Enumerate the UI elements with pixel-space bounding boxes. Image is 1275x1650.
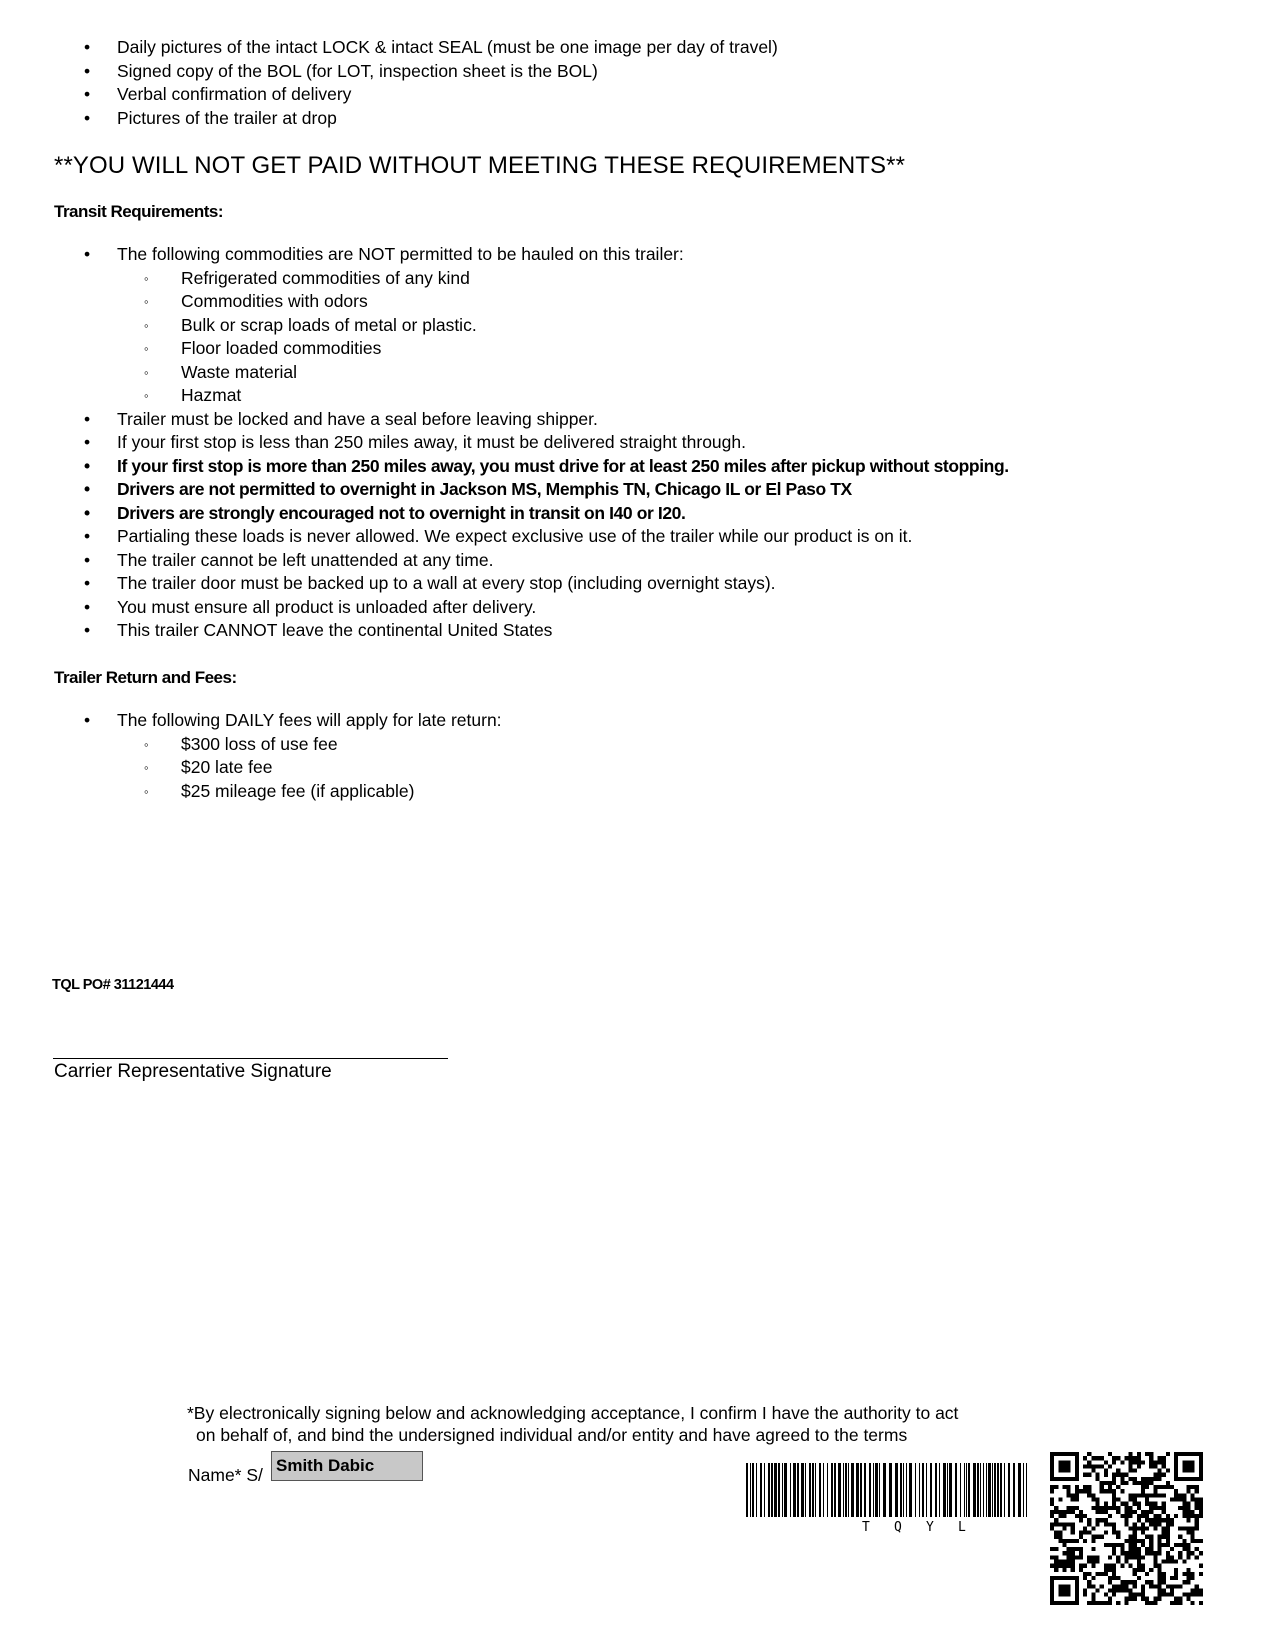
barcode-char: T bbox=[862, 1520, 870, 1535]
po-number: TQL PO# 31121444 bbox=[52, 977, 174, 993]
document-page: • Daily pictures of the intact LOCK & intact SEAL (must be one image per day of travel) • Signed copy of the BOL (for LOT, inspection sheet is the BOL) • Verbal confirmation of delivery • Pictures of the trailer at drop **YOU WILL NOT GET PAID WITHOUT MEETING THESE REQUIREMENTS** Transit Requirements: • The following commodities are NOT permitted to be hauled on this trailer: ◦ Refrigerated commodities of any kind ◦ Commodities with odors ◦ Bulk or scrap loads of metal or plastic. ◦ Floor loaded commodities ◦ Waste material ◦ Hazmat • Trailer must be locked and have a seal before leaving shipper. • If your first stop is less than 250 miles away, it must be delivered straight through. • If your first stop is more than 250 miles away, you must drive for at least 250 miles after pickup without stopping. • Drivers are not permitted to overnight in Jackson MS, Memphis TN, Chicago IL or El Paso TX • Drivers are strongly encouraged not to overnight in transit on I40 or I20. • Partialing these loads is never allowed. We expect exclusive use of the trailer while our product is on it. • The trailer cannot be left unattended at any time. • The trailer door must be backed up to a wall at every stop (including overnight stays). • You must ensure all product is unloaded after delivery. • This trailer CANNOT leave the continental United States Trailer Return and Fees: • The following DAILY fees will apply for late return: ◦ $300 loss of use fee ◦ $20 late fee ◦ $25 mileage fee (if applicable) TQL PO# 31121444 Carrier Representative Signature *By electronically signing below and acknowledging acceptance, I confirm I have the authority to act on behalf of, and bind the undersigned individual and/or entity and have agreed to the terms Name* S/ Smith Dabic T Q Y L bbox=[0, 0, 1275, 1650]
barcode-char: L bbox=[958, 1520, 966, 1535]
barcode-icon bbox=[744, 1463, 1030, 1525]
fees-heading: Trailer Return and Fees: bbox=[54, 668, 237, 687]
barcode-char: Q bbox=[894, 1520, 902, 1535]
acknowledgement-text-line-2: on behalf of, and bind the undersigned individual and/or entity and have agreed to the terms bbox=[196, 1425, 908, 1445]
transit-heading: Transit Requirements: bbox=[54, 202, 223, 221]
barcode-caption bbox=[744, 1520, 1030, 1542]
barcode-char: Y bbox=[926, 1520, 934, 1535]
name-signature-field[interactable]: Smith Dabic bbox=[271, 1451, 423, 1481]
acknowledgement-text-line-1: *By electronically signing below and acknowledging acceptance, I confirm I have the authority to act bbox=[187, 1403, 959, 1423]
signature-label: Carrier Representative Signature bbox=[54, 1061, 332, 1082]
payment-warning: **YOU WILL NOT GET PAID WITHOUT MEETING THESE REQUIREMENTS** bbox=[54, 152, 906, 179]
qr-code-icon bbox=[1050, 1452, 1203, 1605]
signature-line bbox=[53, 1058, 448, 1059]
name-label: Name* S/ bbox=[188, 1465, 263, 1485]
